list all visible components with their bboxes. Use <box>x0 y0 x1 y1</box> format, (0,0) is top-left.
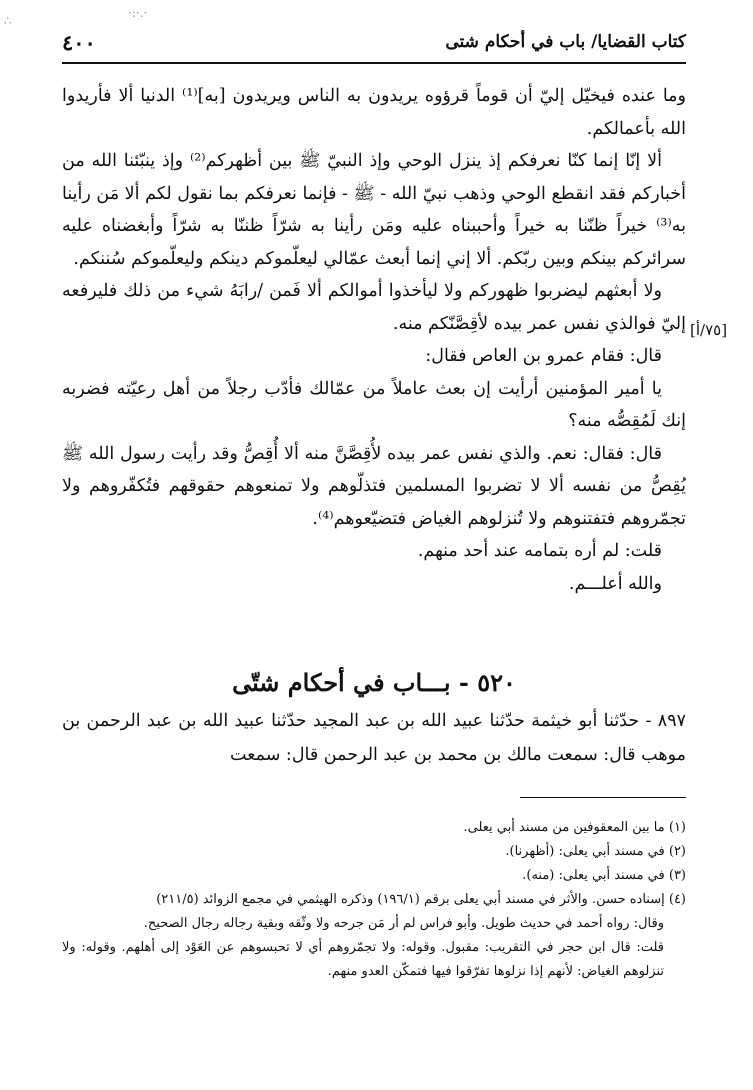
paragraph: قلت: لم أره بتمامه عند أحد منهم. <box>417 541 662 561</box>
hadith-text <box>62 704 686 772</box>
footnote: (٢) في مسند أبي يعلى: (أظهرنا). <box>505 844 686 859</box>
footnote-continuation: وقال: رواه أحمد في حديث طويل. وأبو فراس لم أر مَن جرحه ولا وثّقه وبقية رجاله رجال الصحيح. <box>143 916 664 931</box>
paragraph: وما عنده فيخيّل إليّ أن قوماً قرؤوه يريدون به الناس ويريدون [به]⁽¹⁾ الدنيا ألا فأريدوا الله بأعمالكم. <box>62 86 686 139</box>
paragraph: قال: فقال: نعم. والذي نفس عمر بيده لأُقِصَّنَّ منه ألا أُقِصُّ وقد رأيت رسول الله ﷺ يُقِصُّ من نفسه ألا لا تضربوا المسلمين فتذلّوهم ولا تمنعوهم حقوقهم فتُكفّروهم ولا تجمّروهم فتفتنوهم ولا تُنزلوهم الغياض فتضيّعوهم⁽⁴⁾. <box>62 443 686 529</box>
footnotes <box>62 816 686 984</box>
paragraph: قال: فقام عمرو بن العاص فقال: <box>425 346 662 366</box>
paragraph: والله أعلـــم. <box>568 573 662 594</box>
footnote-continuation: قلت: قال ابن حجر في التقريب: مقبول. وقوله: ولا تجمّروهم أي لا تحبسوهم عن العَوْد إلى أهلهم. وقوله: ولا تنزلوهم الغياض: لأنهم إذا نزلوها تفرّقوا فيها فتمكّن العدو منهم. <box>62 940 664 979</box>
running-title: كتاب القضايا/ باب في أحكام شتى <box>445 32 686 52</box>
footnote: (١) ما بين المعقوفين من مسند أبي يعلى. <box>463 820 686 835</box>
scan-speck: ∴ <box>4 14 12 28</box>
folio-marker: [٧٥/أ] <box>690 321 728 339</box>
chapter-title: ٥٢٠ - بـــاب في أحكام شتّى <box>232 668 516 697</box>
paragraph: يا أمير المؤمنين أرأيت إن بعث عاملاً من عمّالك فأدّب رجلاً من أهل رعيّته فضربه إنك لَمُقِصُّه منه؟ <box>62 378 686 431</box>
footnote: (٤) إسناده حسن. والأثر في مسند أبي يعلى برقم (١٩٦/١) وذكره الهيثمي في مجمع الزوائد (٢١١/٥) <box>156 892 686 907</box>
footnote-divider <box>520 797 686 798</box>
main-text <box>62 80 686 600</box>
page-number: ٤٠٠ <box>62 30 96 55</box>
scan-speck: ·:·.· <box>128 6 148 20</box>
footnote: (٣) في مسند أبي يعلى: (منه). <box>522 868 686 883</box>
page-header <box>62 30 686 64</box>
paragraph: ولا أبعثهم ليضربوا ظهوركم ولا ليأخذوا أموالكم ألا فَمن /رابَهُ شيء من ذلك فليرفعه إليّ فوالذي نفس عمر بيده لأقِصَّنّكم منه. <box>62 281 686 334</box>
hadith-paragraph: ٨٩٧ - حدّثنا أبو خيثمة حدّثنا عبيد الله بن عبد المجيد حدّثنا عبيد الله بن عبد الرحمن بن موهب قال: سمعت مالك بن محمد بن عبد الرحمن قال: سمعت <box>62 711 686 765</box>
paragraph: ألا إنّا إنما كنّا نعرفكم إذ ينزل الوحي وإذ النبيّ ﷺ بين أظهركم⁽²⁾ وإذ ينبّئنا الله من أخباركم فقد انقطع الوحي وذهب نبيّ الله - ﷺ - فإنما نعرفكم بما نقول لكم ألا مَن رأينا به⁽³⁾ خيراً ظنّنا به خيراً وأحببناه عليه ومَن رأينا به شرّاً ظننّا به شرّاً وأبغضناه عليه سرائركم بينكم وبين ربّكم. ألا إني إنما أبعث عمّالي ليعلّموكم دينكم وليعلّموكم سُننكم. <box>62 151 686 269</box>
